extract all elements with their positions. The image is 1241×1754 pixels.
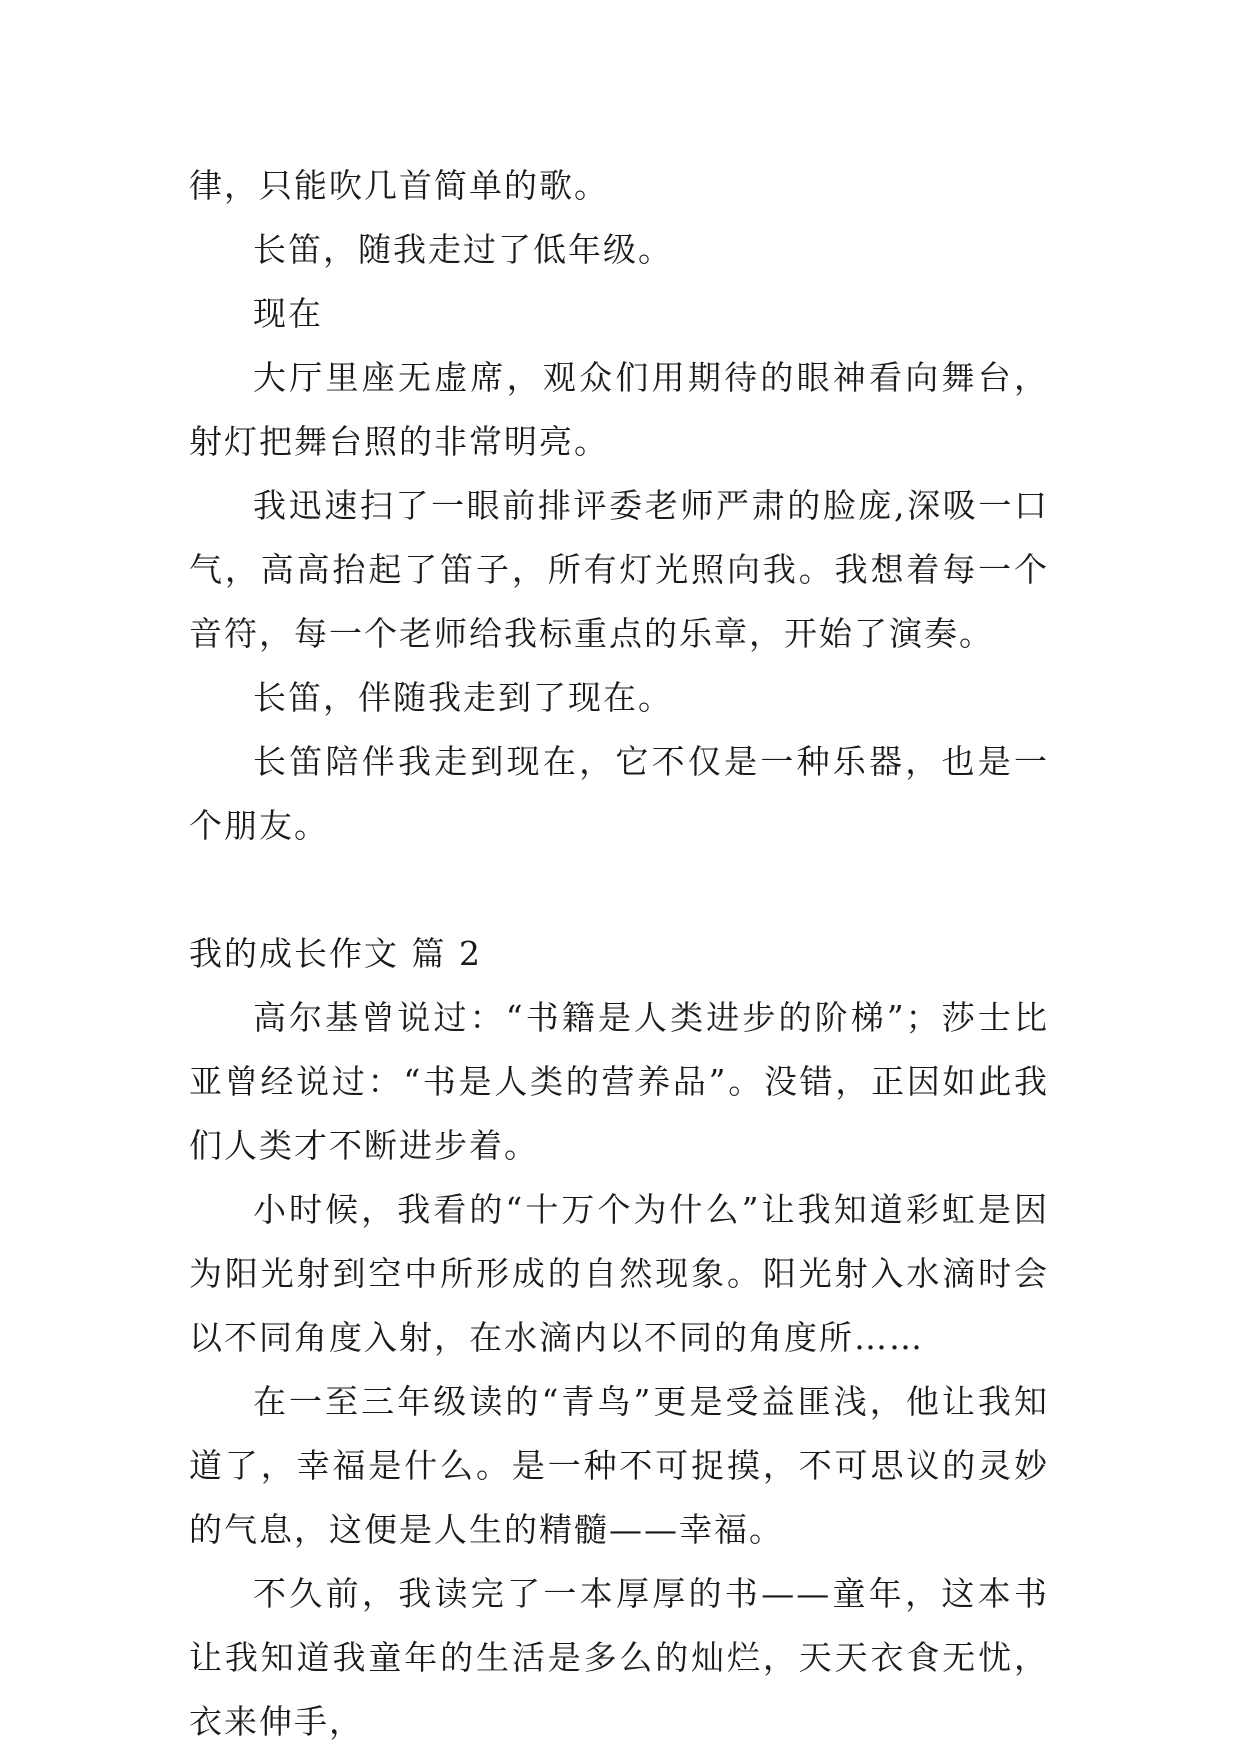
- paragraph: 不久前，我读完了一本厚厚的书——童年，这本书让我知道我童年的生活是多么的灿烂，天天衣食无忧，衣来伸手，: [189, 1574, 1049, 1741]
- paragraph: 长笛，伴随我走到了现在。: [253, 678, 673, 717]
- section-heading: 我的成长作文 篇 2: [189, 934, 482, 973]
- paragraph: 长笛，随我走过了低年级。: [253, 230, 673, 269]
- paragraph: 现在: [253, 294, 323, 333]
- paragraph: 我迅速扫了一眼前排评委老师严肃的脸庞,深吸一口气，高高抬起了笛子，所有灯光照向我。我想着每一个音符，每一个老师给我标重点的乐章，开始了演奏。: [189, 486, 1049, 653]
- section-spacer: [189, 858, 1049, 922]
- paragraph: 小时候，我看的“十万个为什么”让我知道彩虹是因为阳光射到空中所形成的自然现象。阳光射入水滴时会以不同角度入射，在水滴内以不同的角度所……: [189, 1190, 1049, 1357]
- paragraph: 大厅里座无虚席，观众们用期待的眼神看向舞台，射灯把舞台照的非常明亮。: [189, 358, 1049, 461]
- document-body: [189, 154, 1049, 1754]
- paragraph: 长笛陪伴我走到现在，它不仅是一种乐器，也是一个朋友。: [189, 742, 1049, 845]
- paragraph: 在一至三年级读的“青鸟”更是受益匪浅，他让我知道了，幸福是什么。是一种不可捉摸，不可思议的灵妙的气息，这便是人生的精髓——幸福。: [189, 1382, 1049, 1549]
- paragraph: 律，只能吹几首简单的歌。: [189, 166, 609, 205]
- paragraph: 高尔基曾说过：“书籍是人类进步的阶梯”；莎士比亚曾经说过：“书是人类的营养品”。没错，正因如此我们人类才不断进步着。: [189, 998, 1049, 1165]
